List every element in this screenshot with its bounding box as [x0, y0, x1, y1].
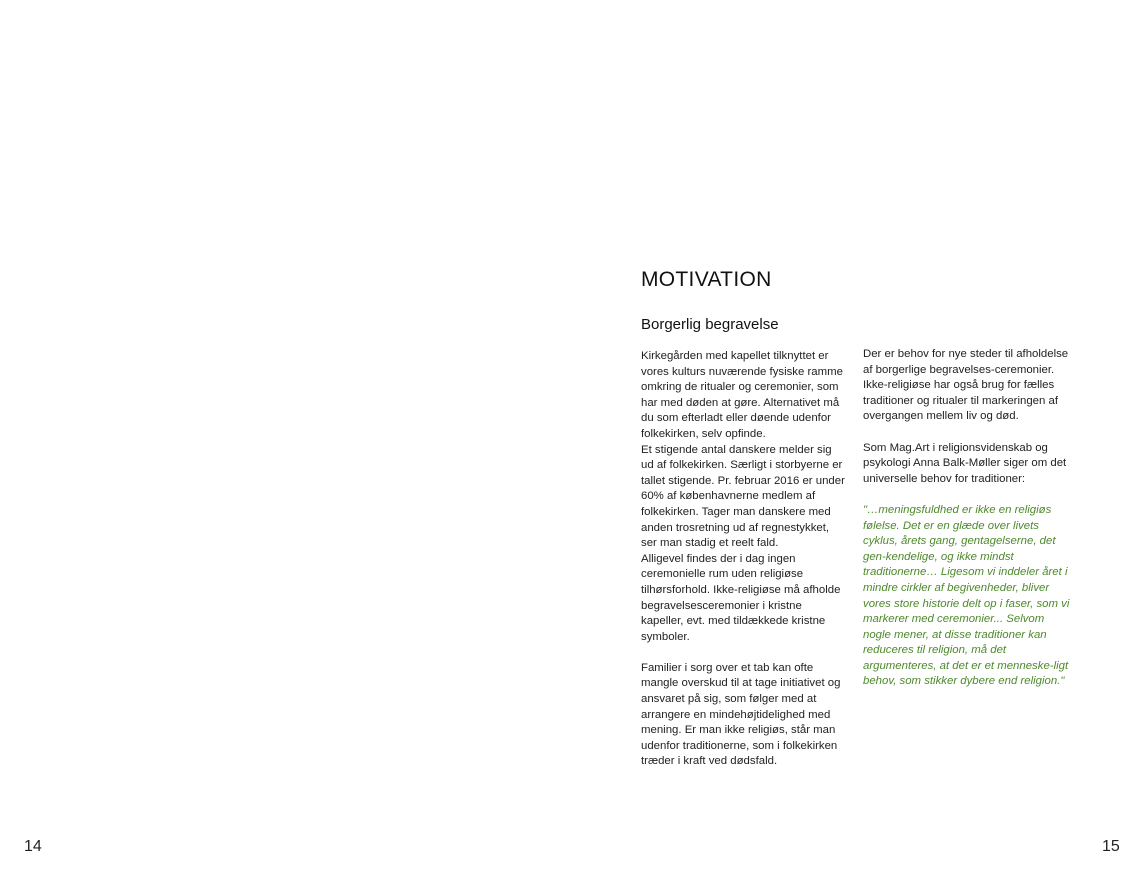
paragraph: Som Mag.Art i religionsvidenskab og psykologi Anna Balk-Møller siger om det universelle behov for traditioner:: [863, 441, 1067, 485]
paragraph: Alligevel findes der i dag ingen ceremonielle rum uden religiøse tilhørsforhold. Ikke-religiøse må afholde begravelsesceremonier i kristne kapeller, evt. med tildækkede kristne symboler.: [641, 552, 841, 643]
paragraph: Der er behov for nye steder til afholdelse af borgerlige begravelses-ceremonier. Ikke-religiøse har også brug for fælles traditioner og ritualer til markeringen af overgangen mellem liv og død.: [863, 348, 1069, 423]
paragraph: Kirkegården med kapellet tilknyttet er vores kulturs nuværende fysiske ramme omkring de ritualer og ceremonier, som har med døden at gøre. Alternativet må du som efterladt eller døende udenfor folkekirken, selv opfinde.: [641, 350, 843, 440]
page-number-right: 15: [1102, 838, 1120, 855]
paragraph: Familier i sorg over et tab kan ofte mangle overskud til at tage initiativet og ansvaret på sig, som følger med at arrangere en mindehøjtidelighed med mening. Er man ikke religiøs, står man udenfor traditionerne, som i folkekirken træder i kraft ved dødsfald.: [641, 661, 841, 768]
section-title: MOTIVATION: [641, 268, 772, 291]
text-column-left: [641, 349, 847, 770]
pull-quote: "…meningsfuldhed er ikke en religiøs følelse. Det er en glæde over livets cyklus, årets gang, gentagelserne, det gen-kendelige, og ikke mindst traditionerne… Ligesom vi inddeler året i mindre cirkler af begivenheder, bliver vores store historie delt op i faser, som vi markerer med ceremonier... Selvom nogle mener, at disse traditioner kan reduceres til religion, må det argumenteres, at det er et menneske-ligt behov, som stikker dybere end religion.": [863, 503, 1070, 688]
page-number-left: 14: [24, 838, 42, 855]
subheading: Borgerlig begravelse: [641, 316, 779, 333]
text-column-right: [863, 347, 1073, 690]
right-page: [570, 0, 1140, 875]
paragraph: Et stigende antal danskere melder sig ud af folkekirken. Særligt i storbyerne er tallet stigende. Pr. februar 2016 er under 60% af københavnerne medlem af folkekirken. Tager man danskere med anden trosretning ud af regnestykket, ser man stadig et reelt fald.: [641, 443, 845, 550]
